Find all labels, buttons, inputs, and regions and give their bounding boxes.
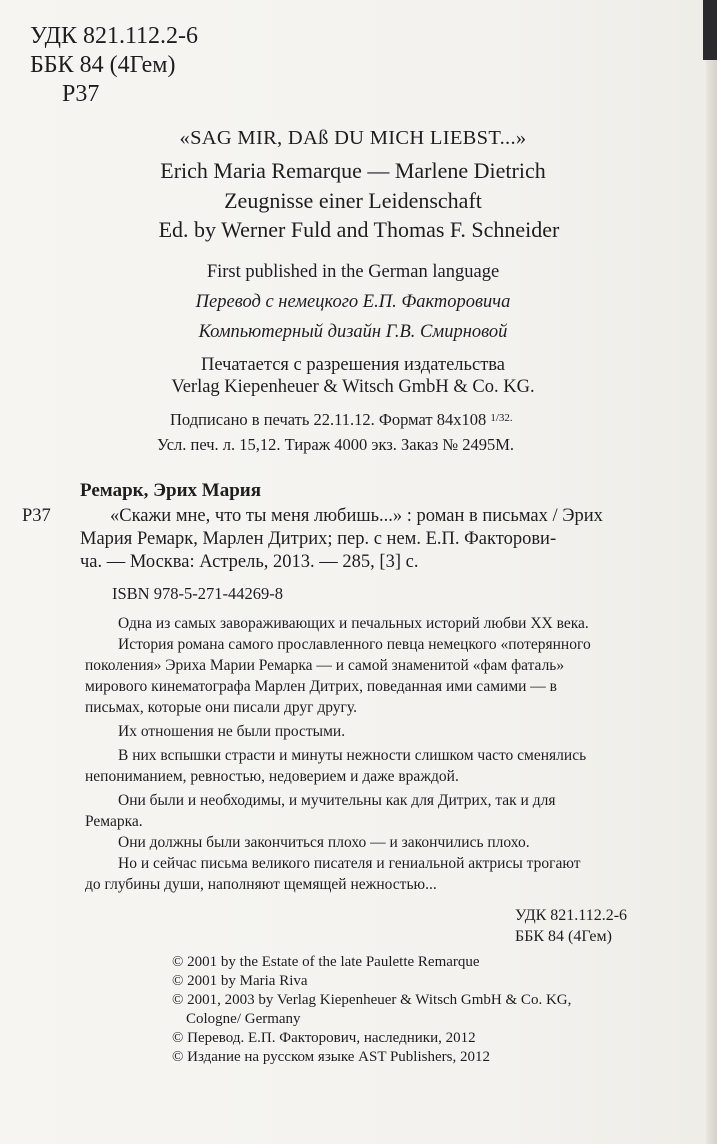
design-credit: Компьютерный дизайн Г.В. Смирновой [198, 322, 508, 342]
annotation-line-4: мирового кинематографа Марлен Дитрих, поведанная ими самими — в [85, 678, 558, 695]
udk-code: УДК 821.112.2-6 [30, 23, 199, 49]
bib-line-2: Мария Ремарк, Марлен Дитрих; пер. с нем. Е.П. Факторови- [80, 529, 557, 549]
bbk-code: ББК 84 (4Гем) [30, 52, 176, 78]
annotation-line-13: до глубины души, наполняют щемящей нежностью... [85, 876, 437, 893]
annotation-line-6: Их отношения не были простыми. [118, 723, 346, 740]
original-title: «SAG MIR, DAß DU MICH LIEBST...» [179, 127, 527, 149]
annotation-line-12: Но и сейчас письма великого писателя и гениальной актрисы трогают [118, 855, 581, 872]
annotation-line-7: В них вспышки страсти и минуты нежности слишком часто сменялись [118, 747, 587, 764]
annotation-line-8: непониманием, ревностью, недоверием и даже враждой. [85, 768, 459, 785]
copyright-line: © 2001, 2003 by Verlag Kiepenheuer & Witsch GmbH & Co. KG, [172, 992, 572, 1008]
first-published: First published in the German language [206, 262, 500, 282]
annotation-line-3: поколения» Эриха Марии Ремарка — и самой знаменитой «фам фаталь» [85, 657, 565, 674]
bib-line-1: «Скажи мне, что ты меня любишь...» : роман в письмах / Эрих [110, 506, 603, 526]
annotation-line-5: письмах, которые они писали друг другу. [85, 699, 357, 716]
bib-line-3: ча. — Москва: Астрель, 2013. — 285, [3] с. [80, 552, 419, 572]
footer-bbk-code: ББК 84 (4Гем) [515, 928, 612, 945]
print-info-main: Подписано в печать 22.11.12. Формат 84x108 [170, 410, 487, 429]
translation-credit: Перевод с немецкого Е.П. Факторовича [195, 292, 511, 312]
bib-author: Ремарк, Эрих Мария [80, 480, 261, 501]
permission-line-1: Печатается с разрешения издательства [201, 355, 505, 375]
copyright-line: © Перевод. Е.П. Факторович, наследники, 2012 [172, 1030, 476, 1046]
copyright-line: © 2001 by Maria Riva [172, 973, 308, 989]
annotation-line-2: История романа самого прославленного певца немецкого «потерянного [118, 636, 591, 653]
copyright-line: © Издание на русском языке AST Publishers, 2012 [172, 1049, 490, 1065]
original-editors: Ed. by Werner Fuld and Thomas F. Schneider [158, 217, 560, 242]
permission-line-2: Verlag Kiepenheuer & Witsch GmbH & Co. KG. [171, 377, 535, 397]
copyright-line: © 2001 by the Estate of the late Paulette Remarque [172, 954, 480, 970]
annotation-line-1: Одна из самых завораживающих и печальных историй любви XX века. [118, 615, 589, 632]
original-subtitle: Zeugnisse einer Leidenschaft [224, 188, 482, 213]
print-format-fraction: 1/32. [490, 412, 513, 424]
footer-udk-code: УДК 821.112.2-6 [515, 907, 628, 924]
original-authors: Erich Maria Remarque — Marlene Dietrich [160, 158, 546, 183]
print-info-line-2: Усл. печ. л. 15,12. Тираж 4000 экз. Заказ № 2495М. [157, 435, 515, 454]
footer-codes [515, 905, 627, 947]
annotation-line-10: Ремарка. [85, 813, 143, 830]
print-info-line-1 [170, 410, 513, 430]
author-mark: Р37 [62, 81, 100, 107]
book-cover-corner [703, 0, 717, 60]
bib-code: Р37 [22, 506, 51, 526]
copyright-list [172, 953, 571, 1067]
annotation-line-11: Они должны были закончиться плохо — и закончились плохо. [118, 834, 530, 851]
header-codes [30, 22, 198, 109]
copyright-line: Cologne/ Germany [186, 1011, 301, 1027]
annotation-line-9: Они были и необходимы, и мучительны как для Дитрих, так и для [118, 792, 556, 809]
isbn: ISBN 978-5-271-44269-8 [112, 584, 283, 603]
